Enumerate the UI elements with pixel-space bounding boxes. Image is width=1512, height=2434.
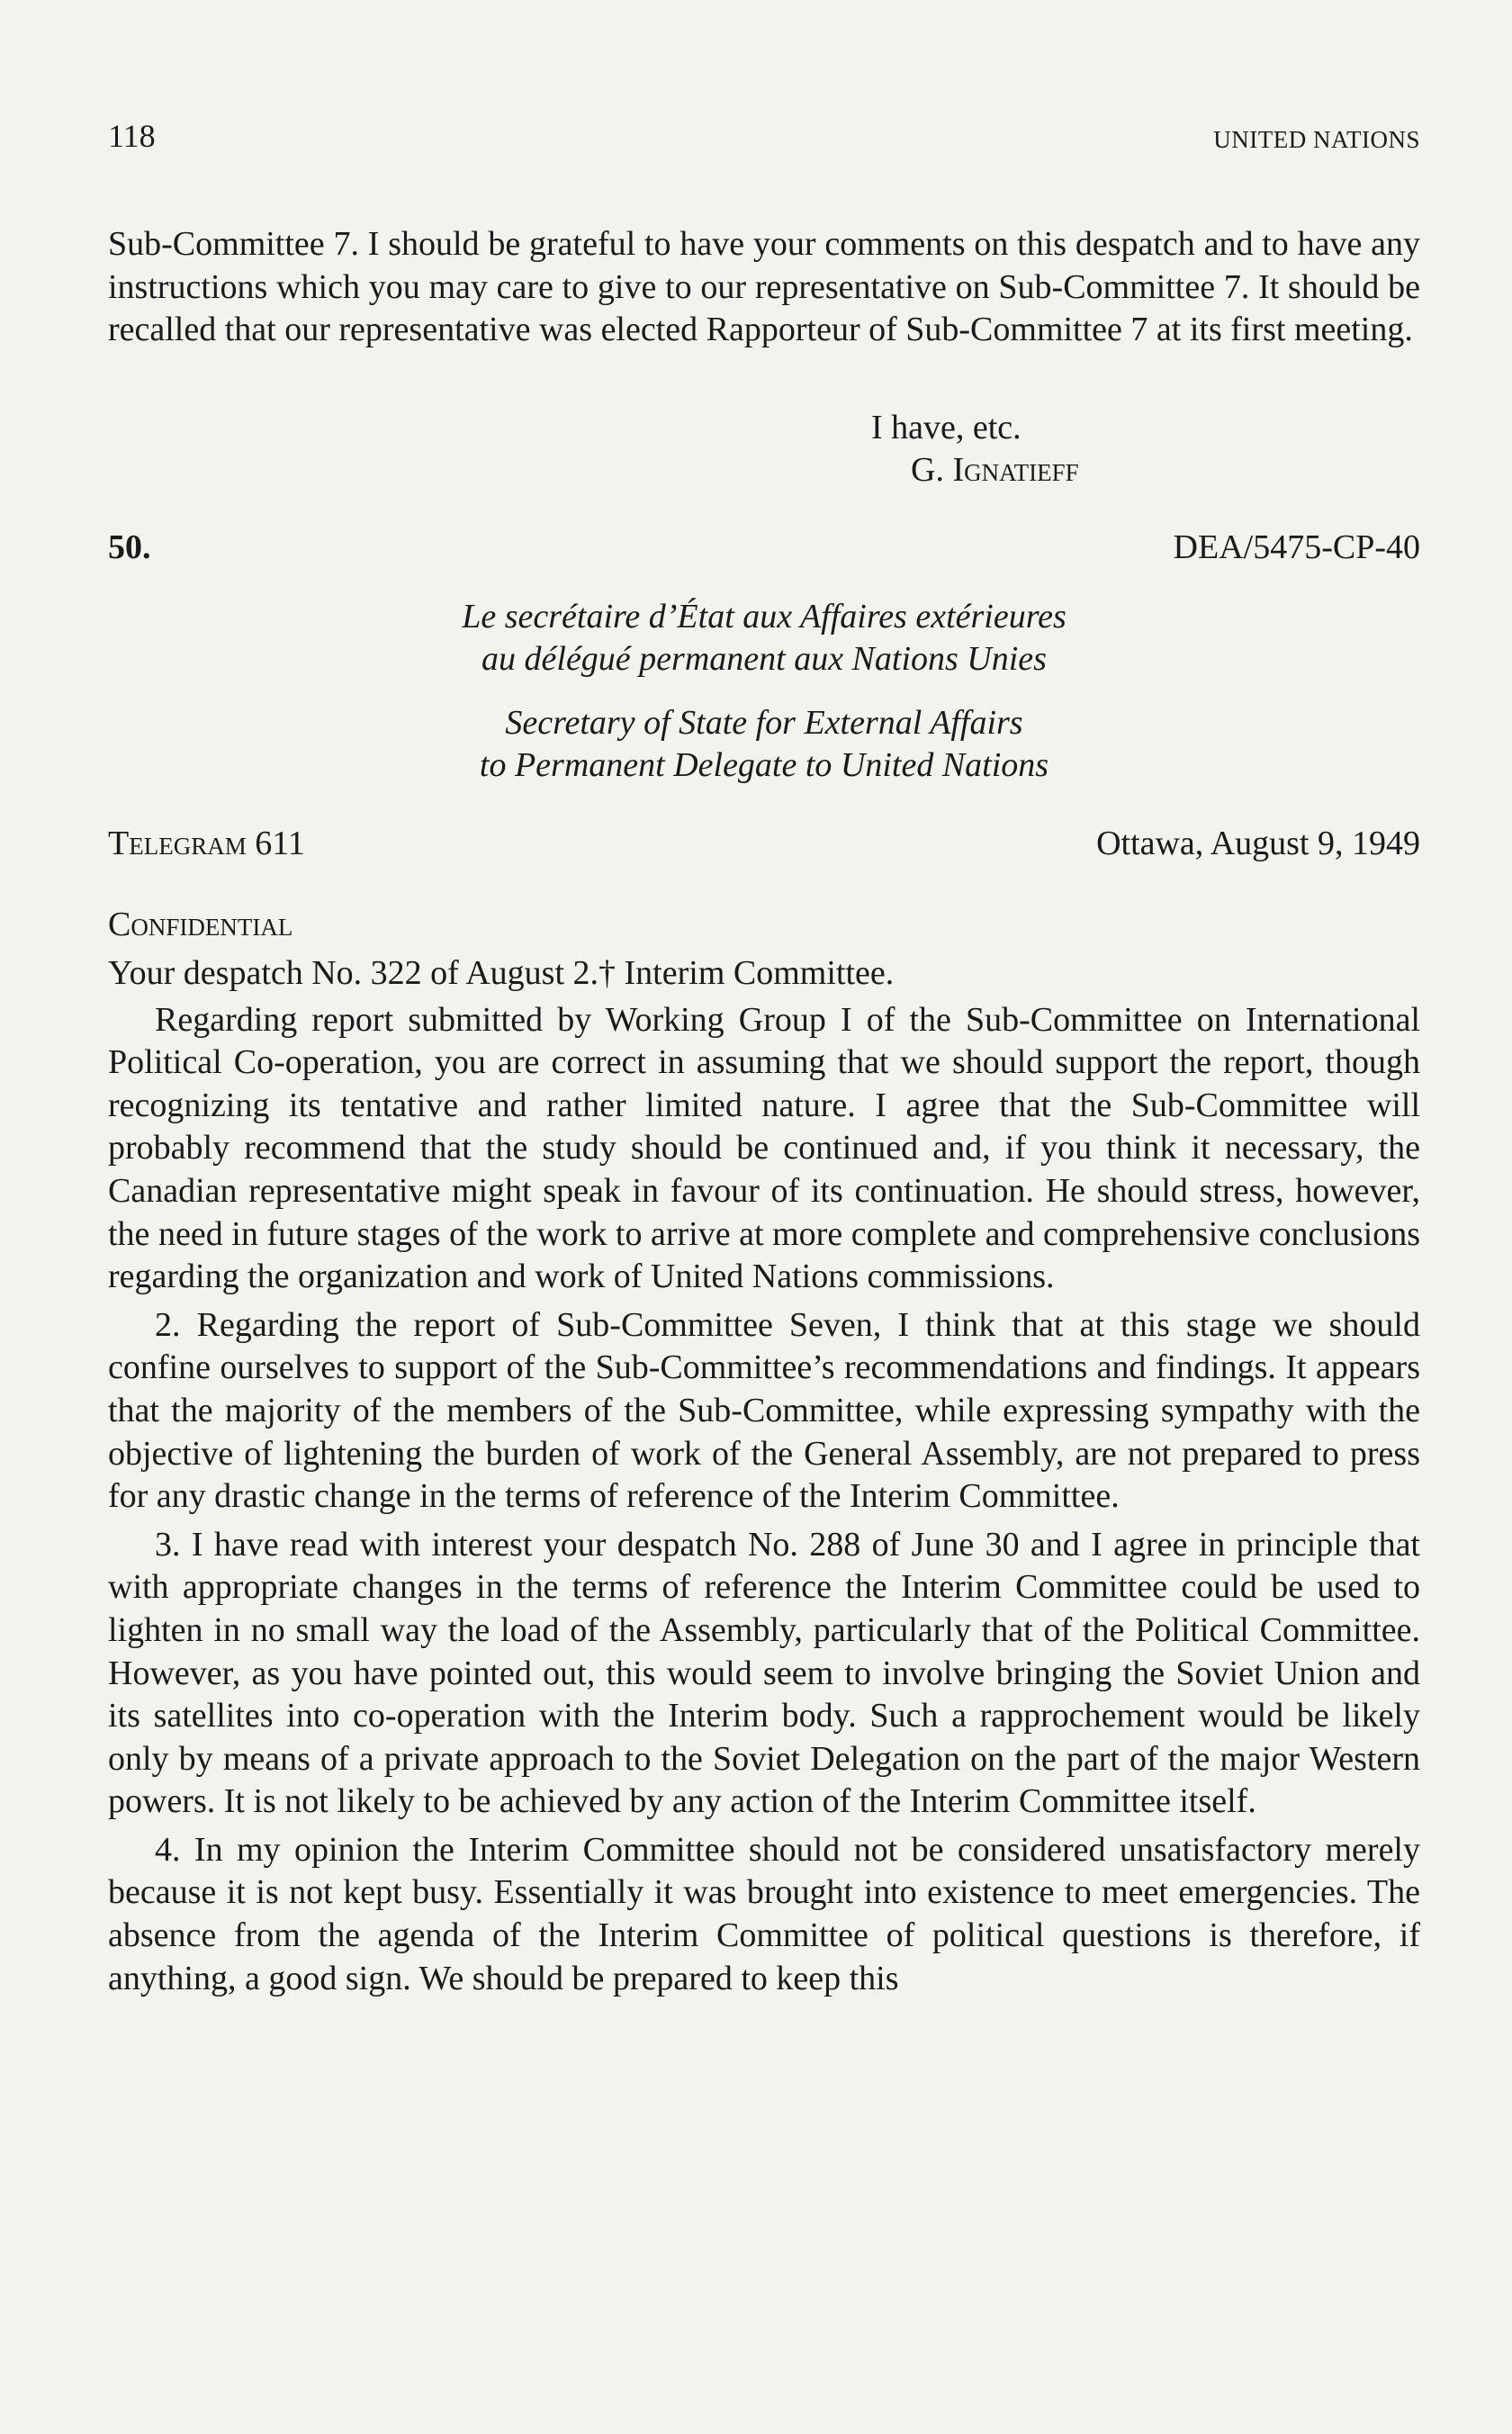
title-english-line-1: Secretary of State for External Affairs [505,704,1023,742]
closing-formula: I have, etc. [871,409,1022,446]
running-head [108,117,1420,162]
document-reference: DEA/5475-CP-40 [1173,528,1420,566]
page-number: 118 [108,118,156,154]
title-french-line-1: Le secrétaire d’État aux Affaires extérieures [462,598,1066,636]
paragraph-1: Regarding report submitted by Working Group I of the Sub-Committee on International Political Co-operation, you are correct in assuming that we should support the report, though recognizing its tentative and rather limited nature. I agree that the Sub-Committee will probably recommend that the study should be continued and, if you think it necessary, the Canadian representative might speak in favour of its continuation. He should stress, however, the need in future stages of the work to arrive at more complete and comprehensive conclusions regarding the organization and work of United Nations commissions. [108,1000,1420,1296]
document-title-block [108,596,1420,794]
telegram-number: Telegram 611 [108,825,305,862]
telegram-row [108,824,1420,878]
paragraph-3: 3. I have read with interest your despatch No. 288 of June 30 and I agree in principle that with appropriate changes in the terms of reference the Interim Committee could be used to lighten in no small way the load of the Assembly, particularly that of the Political Committee. However, as you have pointed out, this would seem to involve bringing the Soviet Union and its satellites into co-operation with the Interim body. Such a rapprochement would be likely only by means of a private approach to the Soviet Delegation on the part of the major Western powers. It is not likely to be achieved by any action of the Interim Committee itself. [108,1525,1420,1821]
document-heading-row [108,527,1420,581]
previous-document-ending [108,223,1420,352]
classification: Confidential [108,906,293,943]
closing-paragraph: Sub-Committee 7. I should be grateful to have your comments on this despatch and to have any instructions which you may care to give to our representative on Sub-Committee 7. It should be recalled that our representative was elected Rapporteur of Sub-Committee 7 at its first meeting. [108,225,1420,349]
title-french [108,596,1420,681]
title-french-line-2: au délégué permanent aux Nations Unies [482,640,1047,678]
title-english-line-2: to Permanent Delegate to United Nations [479,746,1049,784]
subject-line: Your despatch No. 322 of August 2.† Interim Committee. [108,954,895,992]
title-english [108,702,1420,787]
signature: G. Ignatieff [911,451,1079,489]
paragraph-4: 4. In my opinion the Interim Committee should not be considered unsatisfactory merely because it is not kept busy. Essentially it was brought into existence to meet emergencies. The absence from the agenda of the Interim Committee of political questions is therefore, if anything, a good sign. We should be prepared to keep this [108,1830,1420,1997]
paragraph-2: 2. Regarding the report of Sub-Committee Seven, I think that at this stage we should confine ourselves to support of the Sub-Committee’s recommendations and findings. It appears that the majority of the members of the Sub-Committee, while expressing sympathy with the objective of lightening the burden of work of the General Assembly, are not prepared to press for any drastic change in the terms of reference of the Interim Committee. [108,1305,1420,1516]
place-date: Ottawa, August 9, 1949 [1096,825,1420,862]
running-title: UNITED NATIONS [1213,126,1420,153]
document-body [108,952,1420,2000]
document-number: 50. [108,528,151,566]
